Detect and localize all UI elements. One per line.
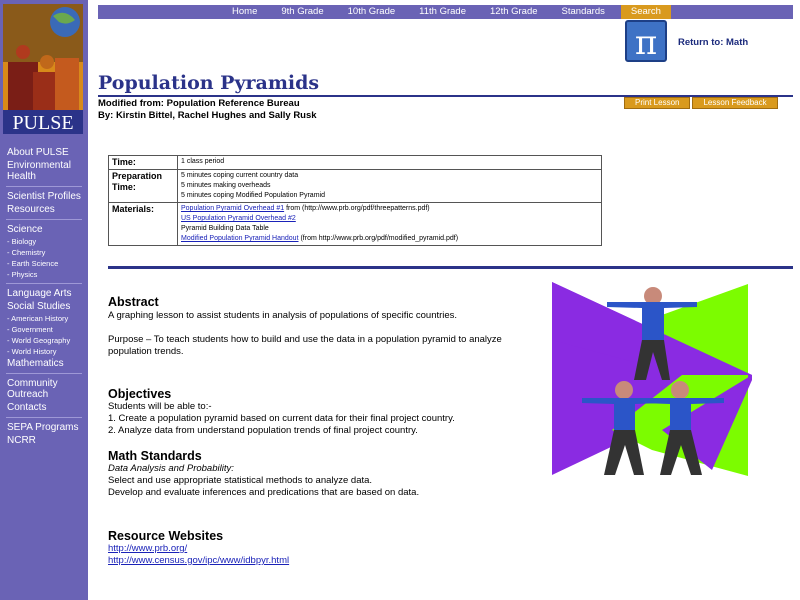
sidebar-item-american-history[interactable]: - American History: [7, 314, 69, 323]
sidebar-item-environmental-health[interactable]: Environmental Health: [7, 160, 71, 182]
standard-line: Develop and evaluate inferences and predications that are based on data.: [108, 487, 420, 498]
sidebar-item-scientist-profiles[interactable]: Scientist Profiles: [7, 191, 81, 202]
table-row: [109, 203, 602, 246]
sidebar-item-physics[interactable]: - Physics: [7, 270, 38, 279]
material-source: from (http://www.prb.org/pdf/threepatterns.pdf): [284, 205, 430, 212]
topnav-9th-grade[interactable]: 9th Grade: [281, 6, 324, 17]
lesson-feedback-button[interactable]: Lesson Feedback: [692, 97, 777, 109]
material-link-overhead-2[interactable]: US Population Pyramid Overhead #2: [181, 215, 296, 222]
sidebar-item-sepa-programs[interactable]: SEPA Programs: [7, 422, 79, 433]
top-navigation: [98, 5, 793, 19]
sidebar-item-earth-science[interactable]: - Earth Science: [7, 259, 59, 268]
prep-line: 5 minutes coping current country data: [181, 172, 299, 179]
sidebar-item-government[interactable]: - Government: [7, 325, 53, 334]
standard-line: Select and use appropriate statistical methods to analyze data.: [108, 475, 373, 486]
sidebar-separator: [6, 417, 82, 418]
sidebar-item-mathematics[interactable]: Mathematics: [7, 358, 64, 369]
page-title: Population Pyramids: [98, 72, 320, 94]
materials-values: [178, 203, 602, 246]
sidebar-separator: [6, 283, 82, 284]
sidebar-item-social-studies[interactable]: Social Studies: [7, 301, 71, 312]
math-standards-heading: Math Standards: [108, 449, 202, 463]
lesson-buttons: [622, 97, 778, 109]
authors: By: Kirstin Bittel, Rachel Hughes and Sally Rusk: [98, 110, 317, 121]
sidebar-item-science[interactable]: Science: [7, 224, 43, 235]
abstract-heading: Abstract: [108, 295, 159, 309]
math-standards-subheading: Data Analysis and Probability:: [108, 463, 234, 474]
logo-text: PULSE: [12, 112, 74, 134]
lesson-info-table: [108, 155, 602, 246]
human-pyramid-illustration: [552, 280, 754, 480]
resource-links: [108, 543, 538, 567]
section-divider: [108, 266, 793, 269]
material-link-overhead-1[interactable]: Population Pyramid Overhead #1: [181, 205, 285, 212]
table-row: [109, 156, 602, 170]
resources-heading: Resource Websites: [108, 529, 224, 543]
material-data-table: Pyramid Building Data Table: [181, 225, 269, 232]
topnav-standards[interactable]: Standards: [561, 6, 605, 17]
material-source: (from http://www.prb.org/pdf/modified_pyramid.pdf): [298, 235, 459, 242]
topnav-11th-grade[interactable]: 11th Grade: [419, 6, 466, 17]
time-label: Time:: [109, 156, 178, 170]
sidebar-separator: [6, 373, 82, 374]
sidebar-item-community-outreach[interactable]: Community Outreach: [7, 378, 58, 400]
prep-values: [178, 170, 602, 203]
sidebar-item-world-history[interactable]: - World History: [7, 347, 57, 356]
resource-link-census[interactable]: http://www.census.gov/ipc/www/idbpyr.html: [108, 555, 290, 566]
time-value: 1 class period: [178, 156, 602, 170]
byline: [98, 98, 317, 122]
modified-from: Modified from: Population Reference Bureau: [98, 98, 300, 109]
topnav-10th-grade[interactable]: 10th Grade: [347, 6, 396, 17]
sidebar-item-biology[interactable]: - Biology: [7, 237, 37, 246]
pulse-logo[interactable]: [3, 4, 83, 134]
objective-item: 2. Analyze data from understand population trends of final project country.: [108, 425, 418, 436]
prep-line: 5 minutes making overheads: [181, 182, 271, 189]
sidebar-separator: [6, 219, 82, 220]
sidebar-item-about-pulse[interactable]: About PULSE: [7, 147, 69, 158]
sidebar-item-contacts[interactable]: Contacts: [7, 402, 47, 413]
print-lesson-button[interactable]: Print Lesson: [624, 97, 690, 109]
abstract-text: A graphing lesson to assist students in analysis of populations of specific countries.: [108, 310, 458, 321]
materials-label: Materials:: [109, 203, 178, 246]
sidebar-item-world-geography[interactable]: - World Geography: [7, 336, 71, 345]
topnav-12th-grade[interactable]: 12th Grade: [490, 6, 538, 17]
prep-label: Preparation Time:: [109, 170, 178, 203]
sidebar-item-resources[interactable]: Resources: [7, 204, 55, 215]
pi-math-icon[interactable]: π: [625, 20, 667, 62]
abstract-purpose: Purpose – To teach students how to build and use the data in a population pyramid to analyze population trends.: [108, 334, 502, 357]
sidebar-separator: [6, 186, 82, 187]
objectives-intro: Students will be able to:-: [108, 401, 212, 412]
sidebar-nav: [0, 146, 88, 447]
return-to-math-link[interactable]: Return to: Math: [678, 37, 749, 48]
objectives-list: [108, 401, 538, 437]
prep-line: 5 minutes coping Modified Population Pyramid: [181, 192, 325, 199]
sidebar-item-language-arts[interactable]: Language Arts: [7, 288, 72, 299]
sidebar-item-chemistry[interactable]: - Chemistry: [7, 248, 46, 257]
sidebar: [0, 0, 88, 600]
search-button[interactable]: Search: [621, 5, 671, 19]
sidebar-item-ncrr[interactable]: NCRR: [7, 435, 36, 446]
objectives-heading: Objectives: [108, 387, 172, 401]
topnav-home[interactable]: Home: [232, 6, 258, 17]
resource-link-prb[interactable]: http://www.prb.org/: [108, 543, 188, 554]
objective-item: 1. Create a population pyramid based on current data for their final project country.: [108, 413, 455, 424]
math-standards-list: [108, 463, 538, 499]
table-row: [109, 170, 602, 203]
material-link-handout[interactable]: Modified Population Pyramid Handout: [181, 235, 299, 242]
